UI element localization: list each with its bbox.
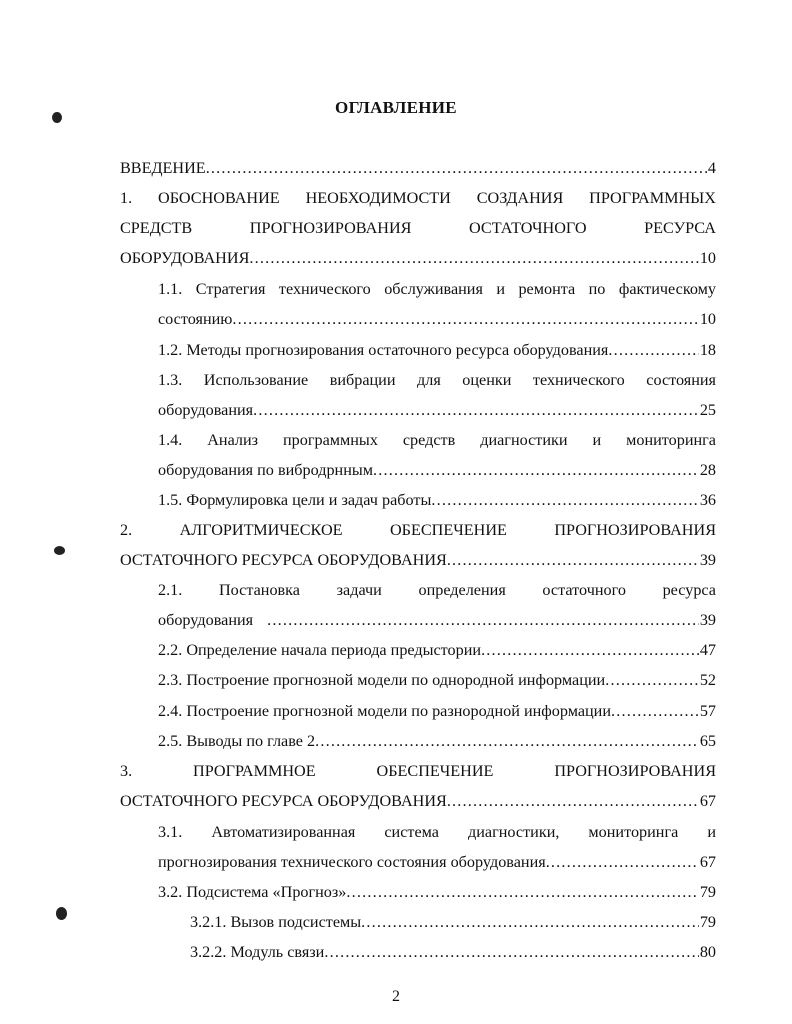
toc-heading: ОГЛАВЛЕНИЕ bbox=[335, 98, 457, 117]
toc-chapter-1-line-1[interactable]: 1. ОБОСНОВАНИЕ НЕОБХОДИМОСТИ СОЗДАНИЯ ПРОГРАММНЫХ bbox=[120, 189, 716, 207]
toc-entry-title: 1.2. Методы прогнозирования остаточного ресурса оборудования bbox=[158, 341, 609, 359]
toc-entry-page: 52 bbox=[699, 671, 716, 689]
toc-entry-title: 3.2.1. Вызов подсистемы bbox=[190, 913, 362, 931]
toc-entry-title: оборудования bbox=[158, 401, 254, 419]
toc-entry-title: 2.2. Определение начала периода предыстории bbox=[158, 641, 482, 659]
toc-chapter-1-line-2[interactable]: СРЕДСТВ ПРОГНОЗИРОВАНИЯ ОСТАТОЧНОГО РЕСУРСА bbox=[120, 219, 716, 237]
dot-leader bbox=[373, 458, 699, 482]
toc-chapter-2-line-1[interactable]: 2. АЛГОРИТМИЧЕСКОЕ ОБЕСПЕЧЕНИЕ ПРОГНОЗИРОВАНИЯ bbox=[120, 521, 716, 539]
dot-leader bbox=[608, 338, 698, 362]
toc-entry-page: 79 bbox=[699, 883, 716, 901]
toc-subsection-3-2-2[interactable] bbox=[190, 940, 716, 964]
toc-section-1-4-line-1[interactable]: 1.4. Анализ программных средств диагностики и мониторинга bbox=[158, 431, 716, 449]
toc-entry-page: 39 bbox=[699, 611, 716, 629]
toc-section-1-1-line-1[interactable]: 1.1. Стратегия технического обслуживания и ремонта по фактическому bbox=[158, 280, 716, 298]
toc-chapter-3-line-2[interactable] bbox=[120, 789, 716, 813]
dot-leader bbox=[253, 398, 699, 422]
toc-section-3-1-line-1[interactable]: 3.1. Автоматизированная система диагностики, мониторинга и bbox=[158, 823, 716, 841]
dot-leader bbox=[611, 699, 699, 723]
toc-entry-title: оборудования по вибродрнным bbox=[158, 461, 373, 479]
toc-entry-title: 2.5. Выводы по главе 2 bbox=[158, 732, 316, 750]
toc-entry-title: ВВЕДЕНИЕ bbox=[120, 159, 206, 177]
dot-leader bbox=[324, 940, 698, 964]
toc-chapter-3-line-1[interactable]: 3. ПРОГРАММНОЕ ОБЕСПЕЧЕНИЕ ПРОГНОЗИРОВАНИЯ bbox=[120, 762, 716, 780]
dot-leader bbox=[431, 488, 698, 512]
dot-leader bbox=[447, 548, 699, 572]
toc-section-3-2[interactable] bbox=[158, 880, 716, 904]
toc-section-1-3-line-2[interactable] bbox=[158, 398, 716, 422]
dot-leader bbox=[232, 307, 698, 331]
toc-chapter-2-line-2[interactable] bbox=[120, 548, 716, 572]
toc-entry-page: 67 bbox=[699, 853, 716, 871]
toc-entry-title: 2.4. Построение прогнозной модели по разнородной информации bbox=[158, 702, 612, 720]
toc-entry-page: 10 bbox=[699, 249, 716, 267]
toc-entry-title: 3.2. Подсистема «Прогноз» bbox=[158, 883, 347, 901]
dot-leader bbox=[481, 638, 699, 662]
toc-section-3-1-line-2[interactable] bbox=[158, 850, 716, 874]
toc-entry-title: 2.3. Построение прогнозной модели по однородной информации bbox=[158, 671, 606, 689]
scan-mark bbox=[56, 907, 67, 920]
toc-section-2-2[interactable] bbox=[158, 638, 716, 662]
toc-section-1-1-line-2[interactable] bbox=[158, 307, 716, 331]
dot-leader bbox=[267, 608, 699, 632]
toc-entry-title: ОСТАТОЧНОГО РЕСУРСА ОБОРУДОВАНИЯ bbox=[120, 792, 447, 810]
dot-leader bbox=[447, 789, 699, 813]
toc-entry-title: 3.2.2. Модуль связи bbox=[190, 943, 325, 961]
toc-entry-title: оборудования bbox=[158, 611, 254, 629]
toc-entry-page: 57 bbox=[699, 702, 716, 720]
toc-entry-page: 67 bbox=[699, 792, 716, 810]
dot-leader bbox=[605, 668, 699, 692]
toc-entry-page: 28 bbox=[699, 461, 716, 479]
toc-section-2-3[interactable] bbox=[158, 668, 716, 692]
toc-entry-page: 25 bbox=[699, 401, 716, 419]
dot-leader bbox=[249, 246, 698, 270]
toc-section-1-5[interactable] bbox=[158, 488, 716, 512]
toc-entry-page: 79 bbox=[699, 913, 716, 931]
toc-entry-page: 4 bbox=[707, 159, 716, 177]
toc-entry-page: 10 bbox=[699, 310, 716, 328]
dot-leader bbox=[206, 156, 707, 180]
toc-section-2-1-line-2[interactable] bbox=[158, 608, 716, 632]
toc-entry-title: ОСТАТОЧНОГО РЕСУРСА ОБОРУДОВАНИЯ bbox=[120, 551, 447, 569]
toc-entry-page: 39 bbox=[699, 551, 716, 569]
dot-leader bbox=[546, 850, 699, 874]
page-number: 2 bbox=[392, 988, 400, 1005]
toc-entry-title: ОБОРУДОВАНИЯ bbox=[120, 249, 250, 267]
toc-entry-title: состоянию bbox=[158, 310, 233, 328]
toc-chapter-1-line-3[interactable] bbox=[120, 246, 716, 270]
toc-section-2-5[interactable] bbox=[158, 729, 716, 753]
dot-leader bbox=[346, 880, 698, 904]
scan-mark bbox=[52, 112, 62, 123]
dot-leader bbox=[315, 729, 699, 753]
toc-entry-intro[interactable] bbox=[120, 156, 716, 180]
toc-section-2-4[interactable] bbox=[158, 699, 716, 723]
dot-leader bbox=[361, 910, 699, 934]
scan-mark bbox=[54, 546, 65, 555]
toc-subsection-3-2-1[interactable] bbox=[190, 910, 716, 934]
toc-entry-page: 47 bbox=[699, 641, 716, 659]
toc-section-1-4-line-2[interactable] bbox=[158, 458, 716, 482]
toc-entry-page: 18 bbox=[699, 341, 716, 359]
toc-entry-page: 80 bbox=[699, 943, 716, 961]
toc-entry-page: 65 bbox=[699, 732, 716, 750]
toc-section-1-2[interactable] bbox=[158, 338, 716, 362]
toc-entry-page: 36 bbox=[699, 491, 716, 509]
toc-section-1-3-line-1[interactable]: 1.3. Использование вибрации для оценки технического состояния bbox=[158, 371, 716, 389]
toc-section-2-1-line-1[interactable]: 2.1. Постановка задачи определения остаточного ресурса bbox=[158, 581, 716, 599]
toc-entry-title: 1.5. Формулировка цели и задач работы bbox=[158, 491, 432, 509]
toc-entry-title: прогнозирования технического состояния оборудования bbox=[158, 853, 546, 871]
